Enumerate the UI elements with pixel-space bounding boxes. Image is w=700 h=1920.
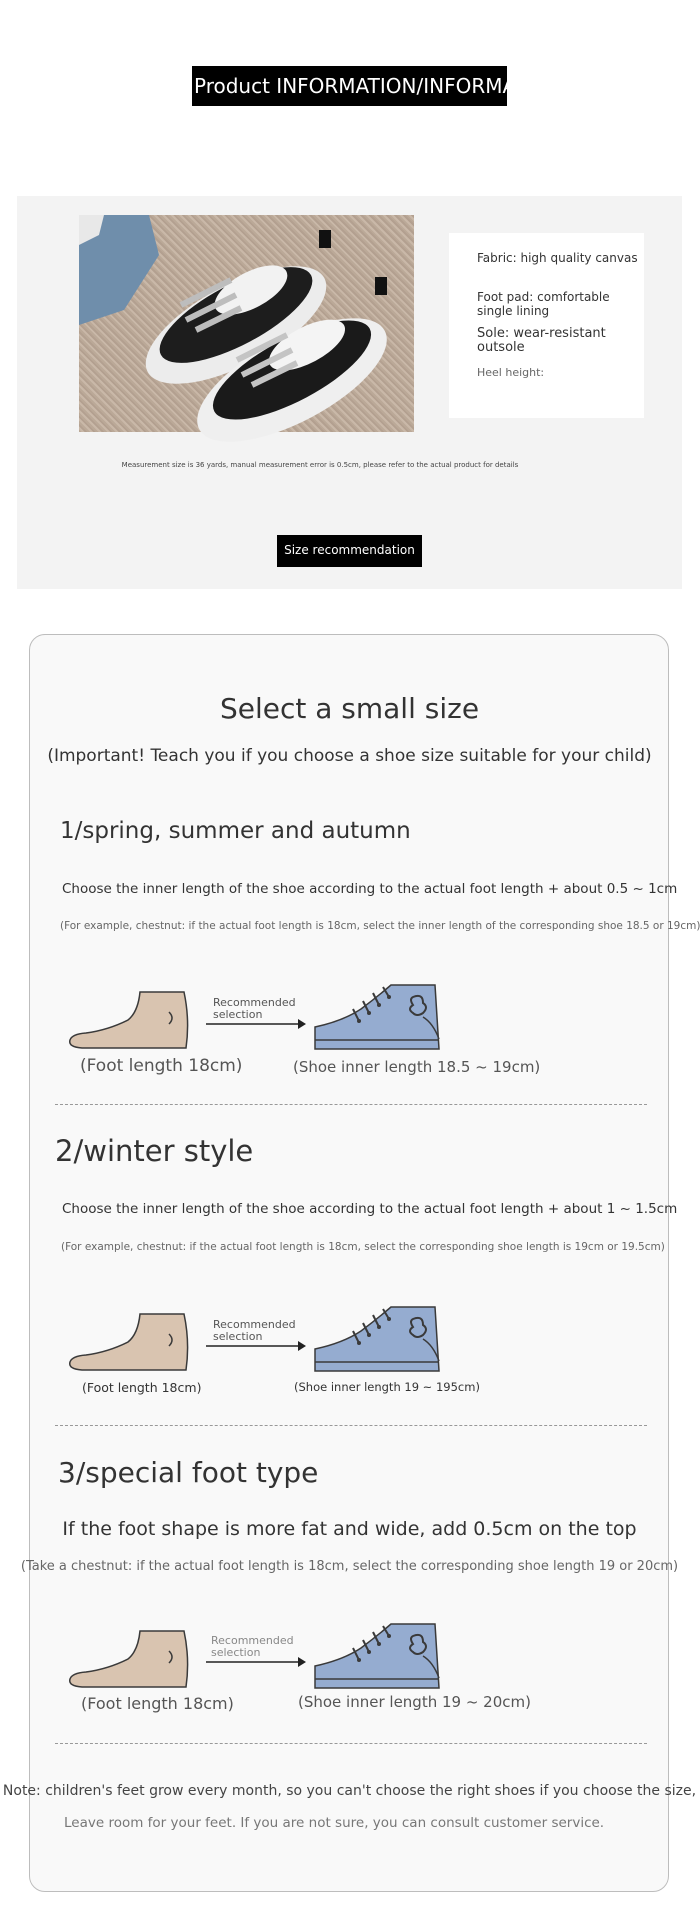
shoe-icon xyxy=(313,1622,441,1690)
foot-caption-spring: (Foot length 18cm) xyxy=(80,1056,243,1076)
product-photo xyxy=(79,215,414,432)
recommended-label: Recommended selection xyxy=(213,1318,296,1343)
foot-caption-winter: (Foot length 18cm) xyxy=(82,1380,202,1395)
section-example-winter: (For example, chestnut: if the actual foot length is 18cm, select the corresponding shoe length is 19cm or 19.5cm) xyxy=(61,1241,665,1253)
shoe-caption-winter: (Shoe inner length 19 ~ 195cm) xyxy=(294,1380,480,1394)
foot-icon xyxy=(68,1629,190,1691)
section-example-special: (Take a chestnut: if the actual foot length is 18cm, select the corresponding shoe length 19 or 20cm) xyxy=(20,1559,679,1574)
shoe-icon xyxy=(313,983,441,1051)
guide-title: Select a small size xyxy=(219,692,480,725)
spec-foot-pad: Foot pad: comfortable single lining xyxy=(477,290,610,318)
divider xyxy=(55,1425,647,1426)
section-heading-special: 3/special foot type xyxy=(58,1456,319,1489)
measurement-note: Measurement size is 36 yards, manual measurement error is 0.5cm, please refer to the actual product for details xyxy=(121,461,519,469)
section-example-spring: (For example, chestnut: if the actual foot length is 18cm, select the inner length of the corresponding shoe 18.5 or 19cm) xyxy=(60,920,700,932)
shoe-caption-spring: (Shoe inner length 18.5 ~ 19cm) xyxy=(293,1058,541,1076)
product-info-title-text: Product INFORMATION/INFORMATION xyxy=(194,74,564,98)
recommended-label: Recommended selection xyxy=(213,996,296,1021)
note-line-2: Leave room for your feet. If you are not sure, you can consult customer service. xyxy=(64,1815,605,1831)
note-line-1: Note: children's feet grow every month, so you can't choose the right shoes if you choose the size, xyxy=(2,1783,697,1799)
foot-icon xyxy=(68,1312,190,1374)
arrow-icon xyxy=(206,1018,306,1030)
spec-fabric: Fabric: high quality canvas xyxy=(477,251,638,265)
section-rule-winter: Choose the inner length of the shoe according to the actual foot length + about 1 ~ 1.5cm xyxy=(62,1201,678,1217)
section-heading-winter: 2/winter style xyxy=(55,1134,254,1168)
divider xyxy=(55,1743,647,1744)
shoe-icon xyxy=(313,1305,441,1373)
section-rule-special: If the foot shape is more fat and wide, add 0.5cm on the top xyxy=(62,1518,637,1540)
spec-card xyxy=(449,233,644,418)
product-info-title xyxy=(192,66,564,106)
foot-caption-special: (Foot length 18cm) xyxy=(81,1694,234,1713)
spec-heel-height: Heel height: xyxy=(477,366,545,379)
divider xyxy=(55,1104,647,1105)
foot-icon xyxy=(68,990,190,1052)
shoe-caption-special: (Shoe inner length 19 ~ 20cm) xyxy=(298,1693,531,1711)
section-heading-spring: 1/spring, summer and autumn xyxy=(60,818,411,844)
arrow-icon xyxy=(206,1340,306,1352)
shoe-photo-illustration xyxy=(79,215,414,432)
spec-sole: Sole: wear-resistant outsole xyxy=(477,326,606,355)
arrow-icon xyxy=(206,1656,306,1668)
guide-subtitle: (Important! Teach you if you choose a shoe size suitable for your child) xyxy=(47,746,652,766)
section-rule-spring: Choose the inner length of the shoe according to the actual foot length + about 0.5 ~ 1cm xyxy=(62,881,678,897)
size-recommendation-button[interactable]: Size recommendation xyxy=(277,535,422,567)
recommended-label: Recommended selection xyxy=(211,1634,294,1659)
